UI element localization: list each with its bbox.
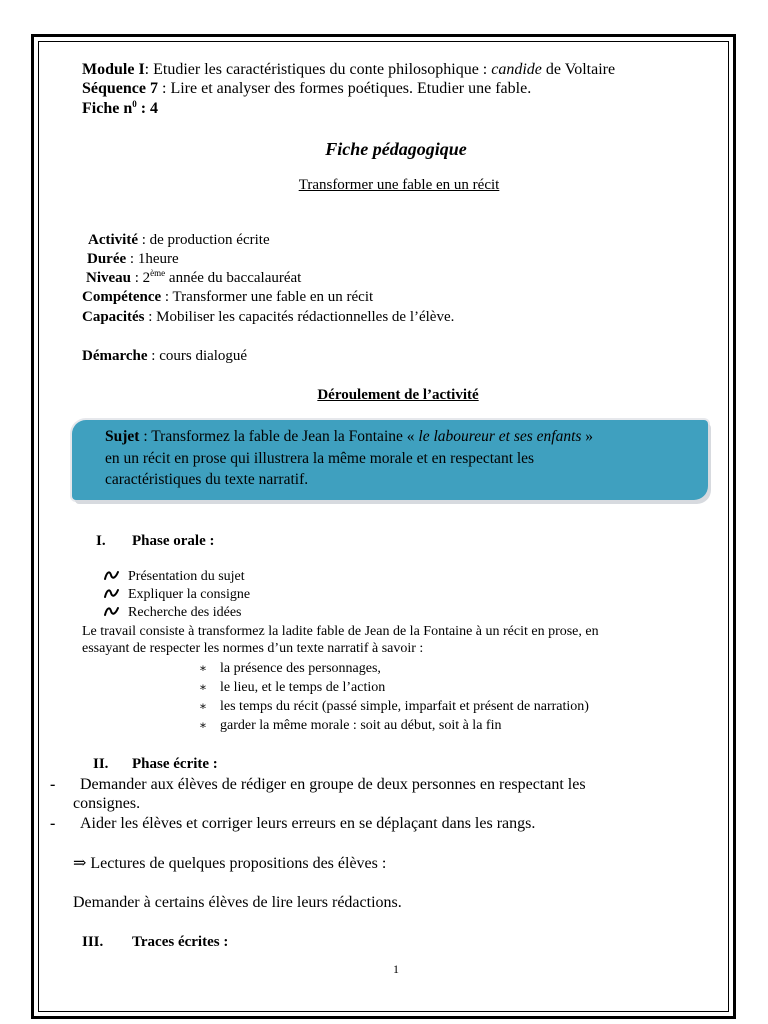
fiche-sup: 0 bbox=[132, 99, 137, 109]
page-number: 1 bbox=[393, 962, 399, 976]
page-subtitle: Transformer une fable en un récit bbox=[298, 177, 500, 193]
phase1-point: ∗ les temps du récit (passé simple, imparfait et présent de narration) bbox=[196, 699, 589, 715]
phase1-number: I. bbox=[96, 533, 106, 549]
phase1-point: ∗ garder la même morale : soit au début, soit à la fin bbox=[196, 718, 501, 734]
phase2-demander: Demander à certains élèves de lire leurs rédactions. bbox=[73, 894, 402, 911]
info-competence: Compétence : Transformer une fable en un récit bbox=[82, 289, 374, 305]
phase2-item-1-cont: consignes. bbox=[73, 795, 141, 812]
phase1-point: ∗ la présence des personnages, bbox=[196, 661, 381, 677]
fiche-line bbox=[82, 100, 158, 118]
asterisk-bullet-icon: ∗ bbox=[198, 661, 208, 675]
phase2-title: Phase écrite : bbox=[132, 756, 218, 772]
dash-bullet: - bbox=[50, 776, 56, 793]
phase2-item-1: - Demander aux élèves de rédiger en groupe de deux personnes en respectant les bbox=[50, 776, 586, 793]
curl-bullet-icon bbox=[104, 605, 120, 617]
phase1-point: ∗ le lieu, et le temps de l’action bbox=[196, 680, 385, 696]
module-label: Module I bbox=[82, 61, 145, 78]
phase1-paragraph-line-2: essayant de respecter les normes d’un texte narratif à savoir : bbox=[82, 641, 424, 656]
sujet-box bbox=[72, 420, 708, 500]
fiche-label: Fiche n bbox=[82, 100, 133, 117]
info-duree: Durée : 1heure bbox=[87, 251, 179, 267]
sequence-line bbox=[82, 80, 531, 98]
sequence-label: Séquence 7 bbox=[82, 80, 158, 97]
info-capacites: Capacités : Mobiliser les capacités rédactionnelles de l’élève. bbox=[82, 309, 455, 325]
info-demarche: Démarche : cours dialogué bbox=[82, 348, 248, 364]
page-title: Fiche pédagogique bbox=[325, 139, 467, 159]
phase1-step: Recherche des idées bbox=[104, 605, 242, 621]
phase1-paragraph-line-1: Le travail consiste à transformez la ladite fable de Jean de la Fontaine à un récit en prose, en bbox=[82, 624, 599, 639]
phase2-lectures: ⇒ Lectures de quelques propositions des élèves : bbox=[73, 855, 387, 872]
info-activite: Activité : de production écrite bbox=[88, 232, 270, 248]
curl-bullet-icon bbox=[104, 569, 120, 581]
sujet-line-3: caractéristiques du texte narratif. bbox=[105, 471, 309, 489]
phase3-number: III. bbox=[82, 934, 104, 950]
module-text: : Etudier les caractéristiques du conte philosophique : bbox=[144, 61, 492, 78]
curl-bullet-icon bbox=[104, 587, 120, 599]
sequence-text: : Lire et analyser des formes poétiques. Etudier une fable. bbox=[158, 80, 532, 97]
sujet-fable: le laboureur et ses enfants bbox=[418, 428, 582, 445]
asterisk-bullet-icon: ∗ bbox=[198, 680, 208, 694]
phase2-number: II. bbox=[93, 756, 109, 772]
phase1-title: Phase orale : bbox=[132, 533, 215, 549]
asterisk-bullet-icon: ∗ bbox=[198, 699, 208, 713]
module-work: candide bbox=[491, 61, 542, 78]
module-line bbox=[82, 61, 615, 79]
phase2-item-2: - Aider les élèves et corriger leurs erreurs en se déplaçant dans les rangs. bbox=[50, 815, 536, 832]
sujet-line-2: en un récit en prose qui illustrera la même morale et en respectant les bbox=[105, 449, 535, 467]
dash-bullet: - bbox=[50, 815, 56, 832]
deroulement-title: Déroulement de l’activité bbox=[317, 387, 479, 403]
phase1-step: Présentation du sujet bbox=[104, 569, 245, 585]
sujet-label: Sujet bbox=[105, 428, 140, 445]
phase1-step: Expliquer la consigne bbox=[104, 587, 250, 603]
arrow-right-icon: ⇒ bbox=[73, 855, 87, 872]
phase3-title: Traces écrites : bbox=[132, 934, 229, 950]
asterisk-bullet-icon: ∗ bbox=[198, 718, 208, 732]
info-niveau: Niveau : 2ème année du baccalauréat bbox=[86, 268, 302, 286]
module-author: de Voltaire bbox=[541, 61, 616, 78]
fiche-text: : 4 bbox=[136, 100, 159, 117]
sujet-line-1: Sujet : Transformez la fable de Jean la Fontaine « le laboureur et ses enfants » bbox=[105, 428, 594, 445]
